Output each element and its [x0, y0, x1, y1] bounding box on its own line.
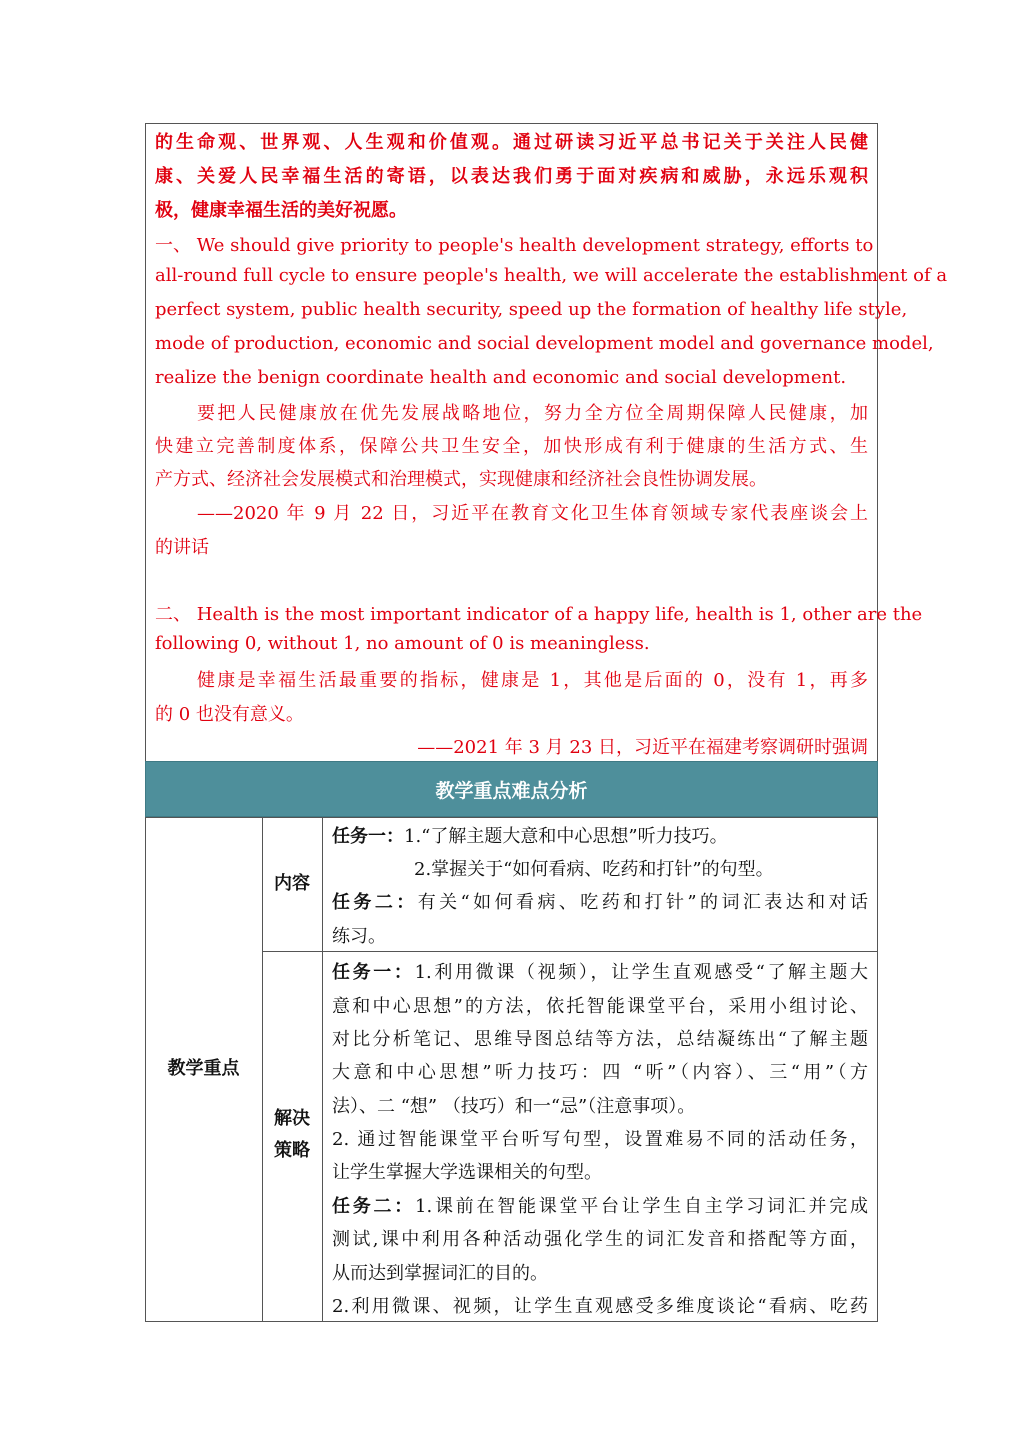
content-text: 1.“了解主题大意和中心思想”听力技巧。	[404, 826, 728, 847]
quote-en-line: following 0, without 1, no amount of 0 is meaningless.	[155, 633, 650, 654]
strategy-text: 1.利用微课（视频），让学生直观感受“了解主题大	[414, 962, 869, 983]
content-text: 练习。	[332, 926, 386, 947]
task-label: 任务一：	[332, 962, 415, 983]
quote-en-line: all-round full cycle to ensure people's health, we will accelerate the establishment of a	[155, 265, 948, 286]
strategy-text: 法）、二 “想” （技巧）和一“忌”（注意事项）。	[332, 1096, 696, 1117]
strategy-line	[332, 1259, 868, 1285]
content-line	[332, 822, 868, 848]
strategy-line	[332, 1192, 868, 1218]
cell-label-strategy: 解决策略	[274, 1108, 310, 1161]
content-text: 有关“如何看病、吃药和打针”的词汇表达和对话	[417, 892, 869, 913]
strategy-line	[332, 1125, 868, 1151]
quote-en-line: perfect system, public health security, speed up the formation of healthy life style,	[155, 299, 908, 320]
quote-zh-line: 产方式、经济社会发展模式和治理模式，实现健康和经济社会良性协调发展。	[155, 469, 767, 490]
quote-zh-line: 的 0 也没有意义。	[155, 704, 304, 725]
intro-text-line: 的生命观、世界观、人生观和价值观。通过研读习近平总书记关于关注人民健	[155, 132, 868, 153]
strategy-line	[332, 1092, 868, 1118]
strategy-text: 对比分析笔记、思维导图总结等方法，总结凝练出“了解主题	[332, 1029, 868, 1050]
table-divider	[322, 818, 323, 1321]
strategy-text: 2.利用微课、视频，让学生直观感受多维度谈论“看病、吃药	[332, 1296, 868, 1317]
strategy-line	[332, 958, 868, 984]
strategy-line	[332, 992, 868, 1018]
quote-source-line: ——2020 年 9 月 22 日，习近平在教育文化卫生体育领域专家代表座谈会上	[197, 503, 868, 524]
content-line	[332, 855, 868, 881]
quote-en-line: mode of production, economic and social development model and governance model,	[155, 333, 934, 354]
strategy-text: 从而达到掌握词汇的目的。	[332, 1263, 548, 1284]
intro-text-line: 极，健康幸福生活的美好祝愿。	[155, 200, 407, 221]
strategy-line	[332, 1025, 868, 1051]
quote-zh-line: 快建立完善制度体系，保障公共卫生安全，加快形成有利于健康的生活方式、生	[155, 436, 868, 457]
strategy-text: 意和中心思想”的方法，依托智能课堂平台，采用小组讨论、	[332, 996, 868, 1017]
task-label: 任务二：	[332, 892, 418, 913]
section-header-title: 教学重点难点分析	[435, 779, 588, 802]
strategy-text: 2. 通过智能课堂平台听写句型，设置难易不同的活动任务，	[332, 1129, 868, 1150]
content-text: 2.掌握关于“如何看病、吃药和打针”的句型。	[414, 859, 774, 880]
cell-label-content: 内容	[274, 873, 310, 894]
task-label: 任务二：	[332, 1196, 416, 1217]
quote-en-line: realize the benign coordinate health and economic and social development.	[155, 367, 847, 388]
section-header	[145, 761, 878, 817]
quote-en-line: 二、 Health is the most important indicator of a happy life, health is 1, other are the	[155, 604, 923, 625]
strategy-line	[332, 1058, 868, 1084]
strategy-text: 测试,课中利用各种活动强化学生的词汇发音和搭配等方面，	[332, 1229, 868, 1250]
strategy-text: 让学生掌握大学选课相关的句型。	[332, 1162, 602, 1183]
strategy-line	[332, 1225, 868, 1251]
quote-zh-line: 健康是幸福生活最重要的指标，健康是 1，其他是后面的 0，没有 1，再多	[197, 670, 868, 691]
content-line	[332, 888, 868, 914]
quote-source-line: 的讲话	[155, 537, 209, 558]
content-line	[332, 922, 868, 948]
task-label: 任务一：	[332, 826, 404, 847]
quote-source-line: ——2021 年 3 月 23 日，习近平在福建考察调研时强调	[417, 737, 868, 758]
row-label-key-points: 教学重点	[167, 1058, 240, 1079]
quote-zh-line: 要把人民健康放在优先发展战略地位，努力全方位全周期保障人民健康，加	[197, 403, 868, 424]
strategy-line	[332, 1158, 868, 1184]
table-divider	[262, 951, 878, 952]
strategy-line	[332, 1292, 868, 1318]
strategy-text: 大意和中心思想”听力技巧：四 “听”（内容）、三“用”（方	[332, 1062, 868, 1083]
intro-text-line: 康、关爱人民幸福生活的寄语，以表达我们勇于面对疾病和威胁，永远乐观积	[155, 166, 868, 187]
quote-en-line: 一、 We should give priority to people's health development strategy, efforts to	[155, 235, 874, 256]
strategy-text: 1.课前在智能课堂平台让学生自主学习词汇并完成	[415, 1196, 869, 1217]
